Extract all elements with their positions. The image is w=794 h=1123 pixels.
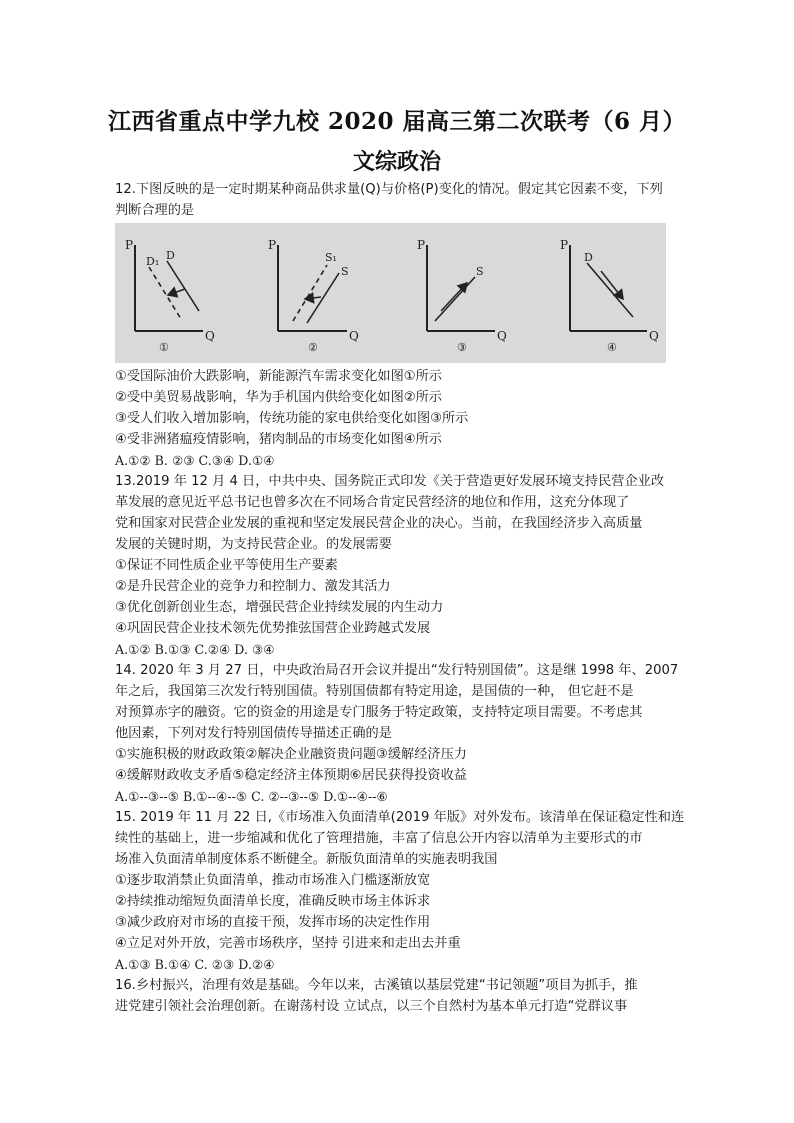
graph-4-x-label: Q (649, 329, 659, 343)
q16-stem-line-1: 16.乡村振兴，治理有效是基础。今年以来，古溪镇以基层党建“书记领题”项目为抓手，推 (115, 978, 638, 993)
graph-2-label-s1: S₁ (325, 251, 337, 264)
graph-1-curve-d (167, 261, 199, 311)
q14-options: A.①--③--⑤ B.①--④--⑤ C. ②--③--⑤ D.①--④--⑥ (115, 789, 388, 804)
graph-4-number: ④ (607, 341, 617, 354)
graph-1-number: ① (159, 341, 169, 354)
graph-3-movement-arrow (441, 283, 467, 311)
graph-1-label-d: D (166, 249, 175, 262)
q12-statement-2: ②受中美贸易战影响，华为手机国内供给变化如图②所示 (115, 390, 442, 405)
graph-3-number: ③ (457, 341, 467, 354)
graph-panel-3 (417, 238, 507, 354)
graph-2-number: ② (308, 341, 318, 354)
graph-panel-2 (268, 238, 359, 354)
q12-statement-4: ④受非洲猪瘟疫情影响，猪肉制品的市场变化如图④所示 (115, 432, 442, 447)
q14-stem-line-1: 14. 2020 年 3 月 27 日，中央政治局召开会议并提出“发行特别国债”。这是继 1998 年、2007 (115, 663, 679, 678)
q14-stem-line-3: 对预算赤字的融资。它的资金的用途是专门服务于特定政策，支持特定项目需要。不考虑其 (115, 705, 643, 720)
q13-statement-1: ①保证不同性质企业平等使用生产要素 (115, 558, 338, 573)
q12-stem-line-1: 12.下图反映的是一定时期某种商品供求量(Q)与价格(P)变化的情况。假定其它因素不变，下列 (115, 182, 663, 197)
q14-statement-2: ④缓解财政收支矛盾⑤稳定经济主体预期⑥居民获得投资收益 (115, 768, 467, 783)
supply-demand-figure (115, 223, 666, 363)
graph-2-curve-s1 (293, 265, 327, 321)
graph-2-label-s: S (341, 265, 349, 278)
graph-1-y-label: P (125, 238, 134, 252)
q14-stem-line-2: 年之后，我国第三次发行特别国债。特别国债都有特定用途，是国债的一种， 但它赶不是 (115, 684, 634, 699)
q16-stem-line-2: 进党建引领社会治理创新。在谢荡村设 立试点，以三个自然村为基本单元打造“党群议事 (115, 999, 628, 1014)
q13-stem-line-3: 党和国家对民营企业发展的重视和坚定发展民营企业的决心。当前，在我国经济步入高质量 (115, 516, 643, 531)
q13-stem-line-4: 发展的关键时期，为支持民营企业。的发展需要 (115, 537, 392, 552)
graph-3-y-label: P (417, 238, 426, 252)
graph-1-label-d1: D₁ (146, 255, 160, 268)
graph-4-curve-d (587, 263, 633, 317)
q15-statement-4: ④立足对外开放，完善市场秩序，坚持 引进来和走出去并重 (115, 936, 461, 951)
q13-statement-2: ②是升民营企业的竞争力和控制力、激发其活力 (115, 579, 391, 594)
graph-4-y-label: P (560, 238, 569, 252)
graph-3-label-s: S (476, 265, 484, 278)
graph-2-x-label: Q (349, 329, 359, 343)
q15-statement-2: ②持续推动缩短负面清单长度，准确反映市场主体诉求 (115, 894, 431, 909)
q14-stem-line-4: 他因素，下列对发行特别国债传导描述正确的是 (115, 726, 392, 741)
q12-stem-line-2: 判断合理的是 (115, 203, 195, 218)
graph-1-x-label: Q (205, 329, 215, 343)
q12-options: A.①② B. ②③ C.③④ D.①④ (115, 453, 275, 468)
q15-options: A.①③ B.①④ C. ②③ D.②④ (115, 957, 275, 972)
q15-statement-3: ③减少政府对市场的直接干预，发挥市场的决定性作用 (115, 915, 431, 930)
q15-stem-line-3: 场准入负面清单制度体系不断健全。新版负面清单的实施表明我国 (115, 852, 498, 867)
q13-stem-line-2: 革发展的意见近平总书记也曾多次在不同场合肯定民营经济的地位和作用，这充分体现了 (115, 495, 630, 510)
q13-statement-3: ③优化创新创业生态，增强民营企业持续发展的内生动力 (115, 600, 444, 615)
graph-2-y-label: P (268, 238, 277, 252)
graph-3-x-label: Q (497, 329, 507, 343)
q12-statement-3: ③受人们收入增加影响，传统功能的家电供给变化如图③所示 (115, 411, 469, 426)
exam-title: 江西省重点中学九校 2020 届高三第二次联考（6 月） (107, 108, 687, 135)
graph-1-shift-arrow (168, 289, 185, 295)
graph-panel-1 (125, 238, 215, 354)
graph-4-label-d: D (584, 251, 593, 264)
graph-3-curve-s (435, 277, 475, 321)
q14-statement-1: ①实施积极的财政政策②解决企业融资贵问题③缓解经济压力 (115, 747, 467, 762)
exam-subtitle: 文综政治 (352, 149, 441, 175)
graph-panel-4 (560, 238, 659, 354)
q15-stem-line-1: 15. 2019 年 11 月 22 日,《市场准入负面清单(2019 年版》对外发布。该清单在保证稳定性和连 (115, 810, 685, 825)
q13-options: A.①② B.①③ C.②④ D. ③④ (115, 642, 275, 657)
q15-statement-1: ①逐步取消禁止负面清单，推动市场准入门槛逐渐放宽 (115, 873, 431, 888)
q15-stem-line-2: 续性的基础上，进一步缩减和优化了管理措施，丰富了信息公开内容以清单为主要形式的市 (115, 831, 643, 846)
q12-statement-1: ①受国际油价大跌影响，新能源汽车需求变化如图①所示 (115, 369, 442, 384)
q13-stem-line-1: 13.2019 年 12 月 4 日，中共中央、国务院正式印发《关于营造更好发展环境支持民营企业改 (115, 474, 665, 489)
graph-4-movement-arrow (601, 271, 623, 299)
q13-statement-4: ④巩固民营企业技术领先优势推弦国营企业跨越式发展 (115, 621, 431, 636)
